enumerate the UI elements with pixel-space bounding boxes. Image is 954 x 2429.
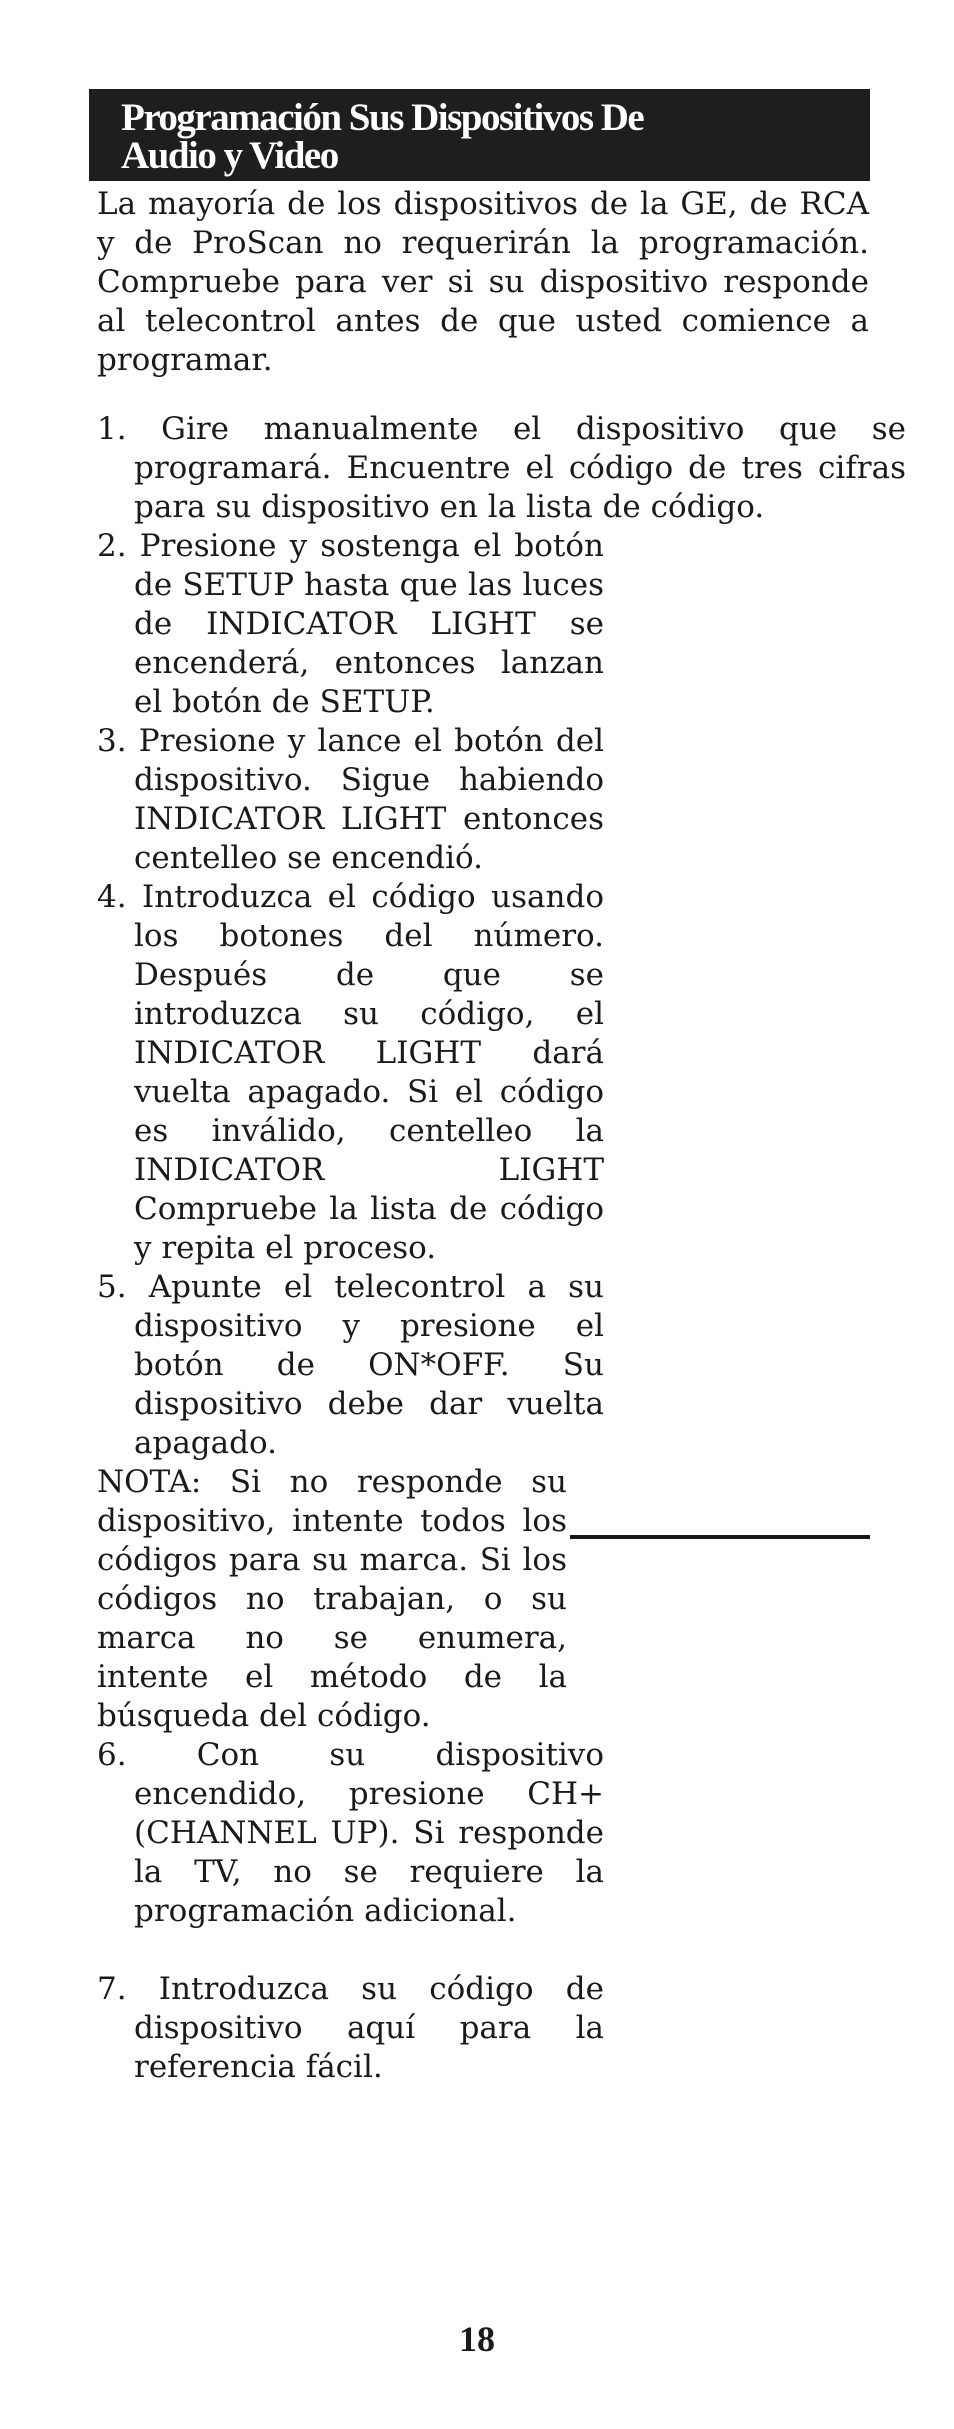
section-title-line-2: Audio y Video: [121, 134, 338, 177]
spacer: [97, 1931, 869, 1970]
step-5: 5. Apunte el telecontrol a su dispositivo y presione el botón de ON*OFF. Su dispositivo debe dar vuelta apagado.: [97, 1269, 604, 1461]
step-7: 7. Introduzca su código de dispositivo aquí para la referencia fácil.: [97, 1971, 604, 2085]
code-entry-line: [570, 1535, 870, 1539]
step-6: 6. Con su dispositivo encendido, presione CH+ (CHANNEL UP). Si responde la TV, no se requiere la programación adicional.: [97, 1737, 604, 1929]
section-title: [121, 96, 870, 177]
step-3: 3. Presione y lance el botón del dispositivo. Sigue habiendo INDICATOR LIGHT entonces centelleo se encendió.: [97, 723, 604, 876]
section-title-line-1: Programación Sus Dispositivos De: [121, 96, 644, 139]
intro-paragraph: La mayoría de los dispositivos de la GE, de RCA y de ProScan no requerirán la programación. Compruebe para ver si su dispositivo responde al telecontrol antes de que usted comience a programar.: [97, 186, 869, 378]
section-header: [89, 89, 870, 181]
step-2: 2. Presione y sostenga el botón de SETUP hasta que las luces de INDICATOR LIGHT se encenderá, entonces lanzan el botón de SETUP.: [97, 528, 604, 720]
page-number: 18: [459, 2319, 495, 2359]
step-4: 4. Introduzca el código usando los botones del número. Después de que se introduzca su código, el INDICATOR LIGHT dará vuelta apagado. Si el código es inválido, centelleo la INDICATOR LIGHT Compruebe la lista de código y repita el proceso.: [97, 879, 604, 1266]
programming-steps: [97, 410, 906, 2087]
step-1: 1. Gire manualmente el dispositivo que se programará. Encuentre el código de tres cifras para su dispositivo en la lista de código.: [97, 411, 906, 525]
note-paragraph: NOTA: Si no responde su dispositivo, intente todos los códigos para su marca. Si los códigos no trabajan, o su marca no se enumera, intente el método de la búsqueda del código.: [97, 1464, 567, 1734]
